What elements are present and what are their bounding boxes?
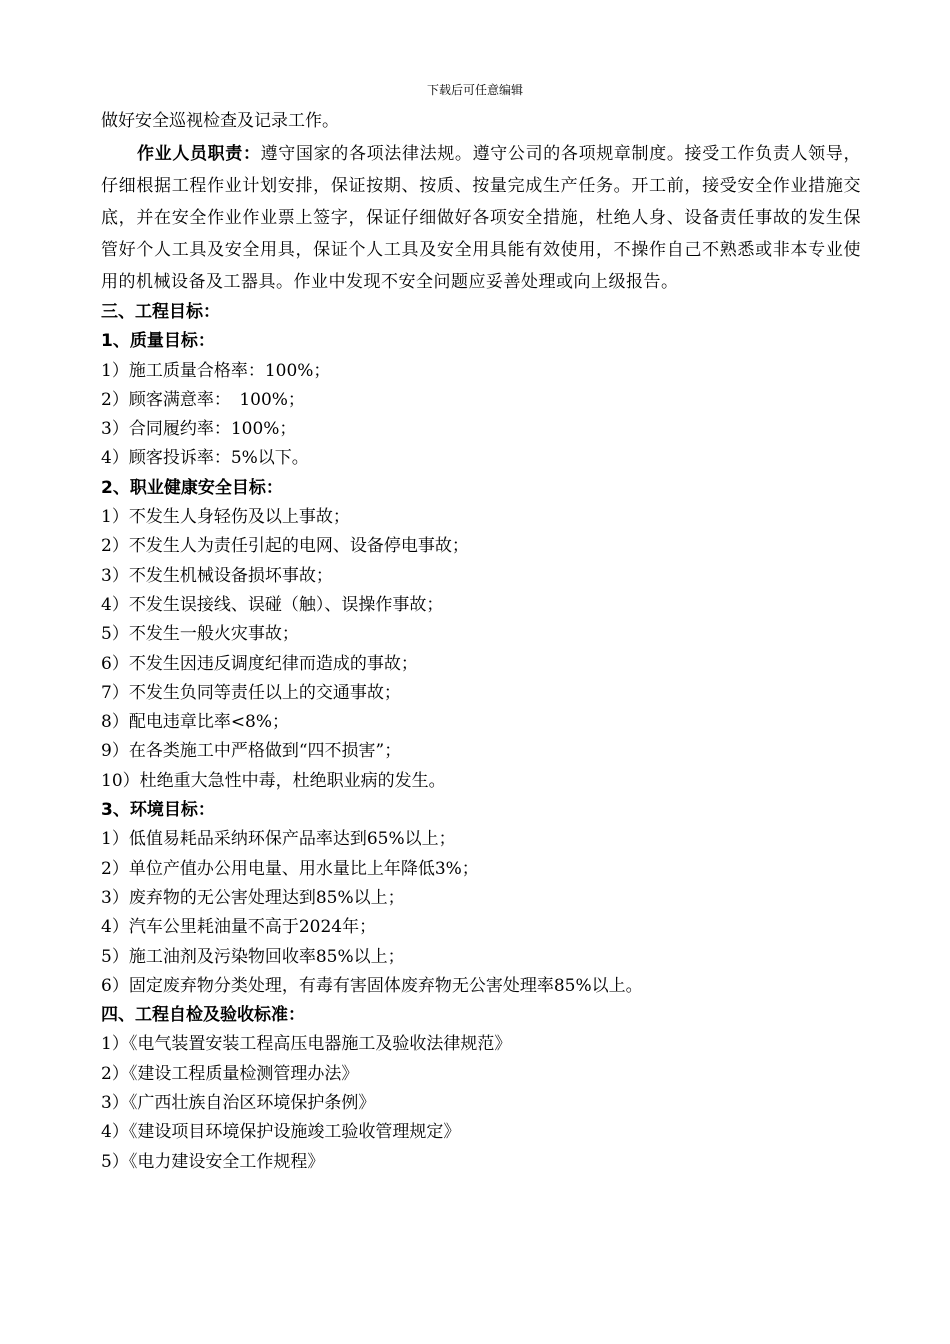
list-item: 1）不发生人身轻伤及以上事故；: [101, 507, 350, 528]
safety-title: 2、职业健康安全目标：: [101, 477, 283, 498]
list-item: 1）低值易耗品采纳环保产品率达到65%以上；: [101, 829, 456, 850]
list-item: 4）《建设项目环境保护设施竣工验收管理规定》: [101, 1122, 461, 1143]
list-item: 3）不发生机械设备损坏事故；: [101, 565, 333, 586]
list-item: 4）顾客投诉率：5%以下。: [101, 448, 309, 469]
list-item: 2）不发生人为责任引起的电网、设备停电事故；: [101, 536, 469, 557]
list-item: 5）《电力建设安全工作规程》: [101, 1151, 325, 1172]
quality-title: 1、质量目标：: [101, 331, 215, 352]
document-body: [101, 106, 861, 1177]
section4-title: 四、工程自检及验收标准：: [101, 1005, 305, 1026]
list-item: 2）《建设工程质量检测管理办法》: [101, 1063, 359, 1084]
list-item: 10）杜绝重大急性中毒，杜绝职业病的发生。: [101, 770, 446, 791]
intro-line: 做好安全巡视检查及记录工作。: [101, 111, 339, 131]
list-item: 3）废弃物的无公害处理达到85%以上；: [101, 887, 405, 908]
list-item: 7）不发生负同等责任以上的交通事故；: [101, 682, 401, 703]
list-item: 3）《广西壮族自治区环境保护条例》: [101, 1093, 376, 1114]
page-header: 下载后可任意编辑: [426, 83, 523, 97]
list-item: 4）不发生误接线、误碰（触）、误操作事故；: [101, 594, 444, 615]
duty-text: 遵守国家的各项法律法规。遵守公司的各项规章制度。接受工作负责人领导，仔细根据工程作业计划安排，保证按期、按质、按量完成生产任务。开工前，接受安全作业措施交底，并在安全作业作业票上签字，保证仔细做好各项安全措施，杜绝人身、设备责任事故的发生保管好个人工具及安全用具，保证个人工具及安全用具能有效使用，不操作自己不熟悉或非本专业使用的机械设备及工器具。作业中发现不安全问题应妥善处理或向上级报告。: [101, 144, 862, 292]
environment-title: 3、环境目标：: [101, 800, 215, 821]
list-item: 8）配电违章比率<8%；: [101, 712, 290, 733]
list-item: 9）在各类施工中严格做到“四不损害”；: [101, 741, 402, 762]
list-item: 6）固定废弃物分类处理，有毒有害固体废弃物无公害处理率85%以上。: [101, 975, 643, 996]
list-item: 2）单位产值办公用电量、用水量比上年降低3%；: [101, 858, 479, 879]
section3-title: 三、工程目标：: [101, 302, 220, 322]
duty-paragraph: [101, 138, 861, 298]
list-item: 5）不发生一般火灾事故；: [101, 624, 299, 645]
list-item: 6）不发生因违反调度纪律而造成的事故；: [101, 653, 418, 674]
list-item: 2）顾客满意率： 100%；: [101, 389, 305, 410]
list-item: 3）合同履约率：100%；: [101, 419, 297, 440]
list-item: 1）《电气装置安装工程高压电器施工及验收法律规范》: [101, 1034, 512, 1055]
duty-lead: 作业人员职责：: [137, 144, 261, 164]
list-item: 4）汽车公里耗油量不高于2024年；: [101, 917, 377, 938]
list-item: 1）施工质量合格率：100%；: [101, 360, 331, 381]
list-item: 5）施工油剂及污染物回收率85%以上；: [101, 946, 405, 967]
goals-section: [101, 298, 861, 1177]
